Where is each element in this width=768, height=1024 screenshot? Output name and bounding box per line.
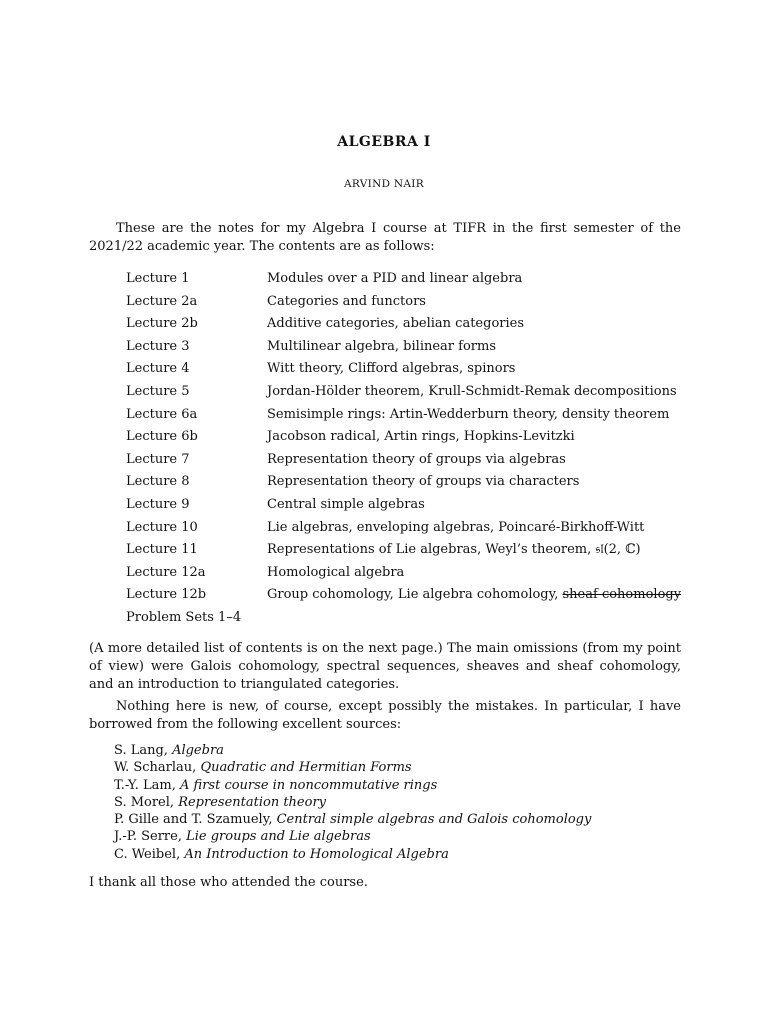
- contents-lecture-label: Lecture 5: [126, 383, 190, 399]
- contents-topic-text: Additive categories, abelian categories: [267, 316, 525, 332]
- contents-row: [126, 496, 686, 519]
- contents-lecture-label: Lecture 2a: [126, 293, 198, 309]
- contents-topic-text: Categories and functors: [267, 293, 426, 309]
- contents-lecture-label: Lecture 1: [126, 271, 190, 286]
- contents-topic: [267, 519, 644, 537]
- contents-lecture-label: Lecture 8: [126, 474, 190, 490]
- contents-lecture-label: Lecture 6b: [126, 429, 198, 445]
- contents-row: [126, 293, 686, 316]
- omissions-paragraph: (A more detailed list of contents is on the next page.) The main omissions (from my point of view) were Galois cohomology, spectral sequences, sheaves and sheaf cohomology, and an introduction to triangulated categories.: [89, 641, 681, 692]
- source-title: Algebra: [172, 743, 224, 758]
- contents-row: [126, 541, 686, 564]
- contents-topic-text: Modules over a PID and linear algebra: [267, 271, 523, 286]
- source-title: A first course in noncommutative rings: [180, 777, 438, 793]
- source-item: [114, 759, 591, 776]
- contents-lecture-label: Lecture 3: [126, 338, 190, 354]
- source-author: S. Lang,: [114, 743, 173, 758]
- contents-topic: [267, 473, 579, 491]
- contents-topic-text: Witt theory, Clifford algebras, spinors: [267, 361, 516, 377]
- source-author: W. Scharlau,: [114, 760, 201, 776]
- contents-lecture-label: Lecture 12b: [126, 587, 207, 603]
- contents-topic-text: Group cohomology, Lie algebra cohomology,: [267, 587, 563, 603]
- contents-row: [126, 428, 686, 451]
- contents-topic-text: Representations of Lie algebras, Weyl’s theorem, 𝔰𝔩(2, ℂ): [267, 542, 641, 558]
- contents-topic-text: Semisimple rings: Artin-Wedderburn theory, density theorem: [267, 406, 670, 422]
- contents-topic: [267, 338, 496, 356]
- source-item: [114, 777, 591, 794]
- source-author: S. Morel,: [114, 794, 179, 810]
- source-author: C. Weibel,: [114, 846, 185, 862]
- contents-topic: [267, 564, 404, 582]
- contents-lecture-label: Lecture 12a: [126, 564, 206, 580]
- contents-row: [126, 338, 686, 361]
- contents-topic-text: Lie algebras, enveloping algebras, Poincaré-Birkhoff-Witt: [267, 519, 645, 535]
- contents-topic: [267, 541, 641, 559]
- source-title: An Introduction to Homological Algebra: [184, 846, 449, 862]
- source-item: [114, 742, 591, 759]
- contents-topic-text: Representation theory of groups via characters: [267, 474, 580, 490]
- contents-row: [126, 270, 686, 293]
- contents-list: [126, 270, 686, 609]
- contents-topic: [267, 293, 426, 311]
- contents-topic-text: Homological algebra: [267, 564, 405, 580]
- source-author: P. Gille and T. Szamuely,: [114, 812, 277, 828]
- document-author: ARVIND NAIR: [344, 178, 424, 190]
- sources-intro-paragraph: Nothing here is new, of course, except possibly the mistakes. In particular, I have borrowed from the following excellent sources:: [89, 699, 681, 732]
- contents-topic-text: Multilinear algebra, bilinear forms: [267, 338, 496, 354]
- contents-lecture-label: Lecture 10: [126, 519, 198, 535]
- contents-row: [126, 406, 686, 429]
- contents-topic: [267, 451, 566, 469]
- problem-sets-entry: Problem Sets 1–4: [126, 610, 242, 625]
- contents-topic-text: Jordan-Hölder theorem, Krull-Schmidt-Remak decompositions: [267, 383, 677, 399]
- contents-row: [126, 315, 686, 338]
- contents-lecture-label: Lecture 4: [126, 361, 190, 377]
- contents-topic-text: Central simple algebras: [267, 496, 425, 512]
- contents-lecture-label: Lecture 11: [126, 542, 198, 558]
- source-title: Representation theory: [178, 794, 326, 810]
- contents-topic: [267, 270, 522, 288]
- contents-topic: [267, 406, 669, 424]
- contents-row: [126, 383, 686, 406]
- contents-row: [126, 451, 686, 474]
- source-author: J.-P. Serre,: [114, 829, 187, 845]
- source-title: Quadratic and Hermitian Forms: [200, 760, 412, 776]
- thanks-line: I thank all those who attended the course.: [89, 875, 368, 890]
- contents-row: [126, 586, 686, 609]
- contents-row: [126, 519, 686, 542]
- source-item: [114, 811, 591, 828]
- source-title: Central simple algebras and Galois cohomology: [276, 812, 592, 828]
- source-item: [114, 846, 591, 863]
- contents-lecture-label: Lecture 2b: [126, 316, 198, 332]
- source-item: [114, 794, 591, 811]
- contents-row: [126, 564, 686, 587]
- intro-paragraph: These are the notes for my Algebra I course at TIFR in the first semester of the 2021/22 academic year. The contents are as follows:: [89, 221, 681, 254]
- contents-topic: [267, 496, 425, 514]
- struck-topic-text: sheaf cohomology: [562, 587, 682, 603]
- source-title: Lie groups and Lie algebras: [186, 829, 371, 845]
- sources-list: [114, 742, 591, 863]
- contents-topic: [267, 428, 575, 446]
- contents-row: [126, 360, 686, 383]
- contents-topic-text: Jacobson radical, Artin rings, Hopkins-Levitzki: [267, 429, 575, 445]
- contents-lecture-label: Lecture 7: [126, 451, 190, 467]
- contents-row: [126, 473, 686, 496]
- source-author: T.-Y. Lam,: [114, 777, 181, 793]
- contents-topic: [267, 383, 677, 401]
- contents-topic: [267, 360, 515, 378]
- contents-topic: [267, 315, 524, 333]
- contents-lecture-label: Lecture 6a: [126, 406, 198, 422]
- contents-lecture-label: Lecture 9: [126, 496, 190, 512]
- document-title: ALGEBRA I: [337, 134, 431, 150]
- contents-topic-text: Representation theory of groups via algebras: [267, 451, 566, 467]
- source-item: [114, 828, 591, 845]
- contents-topic: [267, 586, 681, 604]
